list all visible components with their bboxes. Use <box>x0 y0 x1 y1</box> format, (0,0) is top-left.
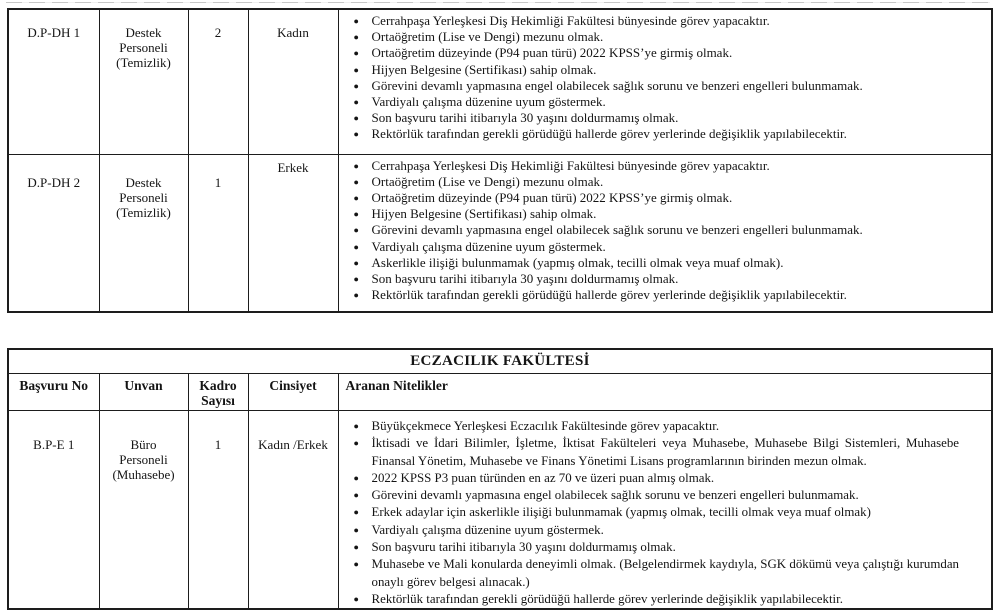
cell-kadro-sayisi: 1 <box>188 154 248 312</box>
cell-cinsiyet: Kadın <box>248 9 338 154</box>
requirement-item <box>339 435 984 470</box>
col-header-kadro-sayisi <box>188 374 248 411</box>
bullet-icon: ● <box>353 257 359 268</box>
bullet-icon: ● <box>353 32 359 43</box>
requirement-item <box>339 487 984 504</box>
requirement-text: İktisadi ve İdari Bilimler, İşletme, İktisat Fakülteleri veya Muhasebe, Muhasebe Bilgi Sistemleri, Muhasebe Finansal Yönetim, Muhasebe ve Finans Yönetimi Lisans programlarının birinden mezun olmak. <box>371 436 959 468</box>
requirement-text: Son başvuru tarihi itibarıyla 30 yaşını doldurmamış olmak. <box>371 540 676 555</box>
requirement-item <box>339 239 984 255</box>
requirement-text: Erkek adaylar için askerlikle ilişiği bulunmamak (yapmış olmak, tecilli olmak veya muaf olmak) <box>371 505 871 520</box>
requirement-item <box>339 255 984 271</box>
table-eczacilik <box>7 348 993 610</box>
bullet-icon: ● <box>353 209 359 220</box>
requirement-item <box>339 418 984 435</box>
requirement-text: Ortaöğretim düzeyinde (P94 puan türü) 2022 KPSS’ye girmiş olmak. <box>371 189 733 205</box>
table-row <box>8 9 992 154</box>
bullet-icon: ● <box>353 290 359 301</box>
bullet-icon: ● <box>353 490 359 501</box>
requirement-item <box>339 190 984 206</box>
cell-unvan <box>99 154 188 312</box>
requirement-text: Rektörlük tarafından gerekli görüdüğü hallerde görev yerlerinde değişiklik yapılabilecektir. <box>371 591 843 606</box>
requirement-text: 2022 KPSS P3 puan türünden en az 70 ve üzeri puan almış olmak. <box>371 470 715 485</box>
requirement-text: Görevini devamlı yapmasına engel olabilecek sağlık sorunu ve benzeri engelleri bulunmamak. <box>371 488 859 503</box>
table-body <box>8 9 992 312</box>
requirement-text: Vardiyalı çalışma düzenine uyum göstermek. <box>371 94 606 110</box>
requirement-item <box>339 94 984 110</box>
requirement-text: Muhasebe ve Mali konularda deneyimli olmak. (Belgelendirmek kaydıyla, SGK dökümü veya çalıştığı kurumdan onaylı görev belgesi alınacak.) <box>371 557 959 589</box>
cell-nitelikler <box>338 154 992 312</box>
unvan-line: Personeli <box>119 189 168 205</box>
table-title: ECZACILIK FAKÜLTESİ <box>8 349 992 374</box>
col-header-basvuru-no: Başvuru No <box>8 374 99 411</box>
requirement-text: Son başvuru tarihi itibarıyla 30 yaşını doldurmamış olmak. <box>371 110 679 126</box>
cell-unvan <box>99 9 188 154</box>
unvan-line: (Muhasebe) <box>112 467 175 482</box>
requirement-item <box>339 62 984 78</box>
requirement-text: Ortaöğretim (Lise ve Dengi) mezunu olmak. <box>371 173 604 189</box>
unvan-line: Büro <box>130 437 157 452</box>
bullet-icon: ● <box>353 80 359 91</box>
requirement-text: Cerrahpaşa Yerleşkesi Diş Hekimliği Fakültesi bünyesinde görev yapacaktır. <box>371 13 770 28</box>
requirement-item <box>339 13 984 29</box>
col-header-kadro-line2: Sayısı <box>201 393 235 408</box>
bullet-icon: ● <box>353 64 359 75</box>
bullet-icon: ● <box>353 97 359 108</box>
requirement-item <box>339 174 984 190</box>
bullet-icon: ● <box>353 542 359 553</box>
requirement-text: Son başvuru tarihi itibarıyla 30 yaşını doldurmamış olmak. <box>371 270 679 286</box>
requirement-text: Görevini devamlı yapmasına engel olabilecek sağlık sorunu ve benzeri engelleri bulunmamak. <box>371 77 863 93</box>
bullet-icon: ● <box>353 438 359 449</box>
bullet-icon: ● <box>353 421 359 431</box>
bullet-icon: ● <box>353 472 359 483</box>
bullet-icon: ● <box>353 16 359 26</box>
col-header-kadro-line1: Kadro <box>199 378 237 393</box>
cell-nitelikler <box>338 411 992 610</box>
requirement-text: Vardiyalı çalışma düzenine uyum göstermek. <box>371 238 606 254</box>
requirement-item <box>339 110 984 126</box>
requirement-item <box>339 470 984 487</box>
bullet-icon: ● <box>353 225 359 236</box>
requirement-text: Görevini devamlı yapmasına engel olabilecek sağlık sorunu ve benzeri engelleri bulunmamak. <box>371 222 863 238</box>
cell-unvan <box>99 411 188 610</box>
cell-basvuru-no: D.P-DH 1 <box>8 9 99 154</box>
requirement-text: Rektörlük tarafından gerekli görüdüğü hallerde görev yerlerinde değişiklik yapılabilecektir. <box>371 126 847 142</box>
requirement-text: Cerrahpaşa Yerleşkesi Diş Hekimliği Fakültesi bünyesinde görev yapacaktır. <box>371 157 770 173</box>
bullet-icon: ● <box>353 113 359 124</box>
table-row <box>8 411 992 610</box>
requirement-item <box>339 45 984 61</box>
cell-basvuru-no: D.P-DH 2 <box>8 154 99 312</box>
unvan-line: Destek <box>125 174 162 190</box>
bullet-icon: ● <box>353 176 359 187</box>
table-dis-hekimligi-continued <box>7 8 993 313</box>
requirement-text: Ortaöğretim (Lise ve Dengi) mezunu olmak. <box>371 29 604 45</box>
requirement-item <box>339 539 984 556</box>
requirement-item <box>339 556 984 591</box>
requirement-text: Hijyen Belgesine (Sertifikası) sahip olmak. <box>371 206 597 222</box>
col-header-aranan-nitelikler: Aranan Nitelikler <box>338 374 992 411</box>
unvan-line: (Temizlik) <box>116 55 171 70</box>
requirement-item <box>339 504 984 521</box>
bullet-icon: ● <box>353 129 359 140</box>
requirement-item <box>339 158 984 174</box>
requirement-item <box>339 126 984 142</box>
table-title-row <box>8 349 992 374</box>
table-body <box>8 411 992 610</box>
requirement-item <box>339 271 984 287</box>
col-header-cinsiyet: Cinsiyet <box>248 374 338 411</box>
bullet-icon: ● <box>353 48 359 59</box>
table-row <box>8 154 992 312</box>
bullet-icon: ● <box>353 507 359 518</box>
requirement-item <box>339 29 984 45</box>
requirement-text: Hijyen Belgesine (Sertifikası) sahip olmak. <box>371 61 597 77</box>
bullet-icon: ● <box>353 593 359 604</box>
requirement-item <box>339 206 984 222</box>
bullet-icon: ● <box>353 273 359 284</box>
unvan-line: Personeli <box>119 40 168 55</box>
cell-kadro-sayisi: 1 <box>188 411 248 610</box>
bullet-icon: ● <box>353 241 359 252</box>
col-header-unvan: Unvan <box>99 374 188 411</box>
cell-nitelikler <box>338 9 992 154</box>
requirement-text: Büyükçekmece Yerleşkesi Eczacılık Fakültesinde görev yapacaktır. <box>371 419 720 433</box>
requirement-item <box>339 287 984 303</box>
requirement-text: Rektörlük tarafından gerekli görüdüğü hallerde görev yerlerinde değişiklik yapılabilecektir. <box>371 287 847 303</box>
requirement-item <box>339 222 984 238</box>
bullet-icon: ● <box>353 559 359 570</box>
requirement-text: Vardiyalı çalışma düzenine uyum göstermek. <box>371 522 604 537</box>
requirement-text: Ortaöğretim düzeyinde (P94 puan türü) 2022 KPSS’ye girmiş olmak. <box>371 45 733 61</box>
bullet-icon: ● <box>353 160 359 171</box>
unvan-line: (Temizlik) <box>116 204 171 220</box>
table-head <box>8 349 992 411</box>
cell-basvuru-no: B.P-E 1 <box>8 411 99 610</box>
requirement-item <box>339 78 984 94</box>
requirement-text: Askerlikle ilişiği bulunmamak (yapmış olmak, tecilli olmak veya muaf olmak). <box>371 254 784 270</box>
bullet-icon: ● <box>353 192 359 203</box>
cell-kadro-sayisi: 2 <box>188 9 248 154</box>
bullet-icon: ● <box>353 524 359 535</box>
unvan-line: Personeli <box>119 452 168 467</box>
page-crop-remnant-line <box>6 2 990 3</box>
table-header-row <box>8 374 992 411</box>
requirement-item <box>339 522 984 539</box>
cell-cinsiyet: Erkek <box>248 154 338 312</box>
unvan-line: Destek <box>125 25 162 40</box>
cell-cinsiyet: Kadın /Erkek <box>248 411 338 610</box>
